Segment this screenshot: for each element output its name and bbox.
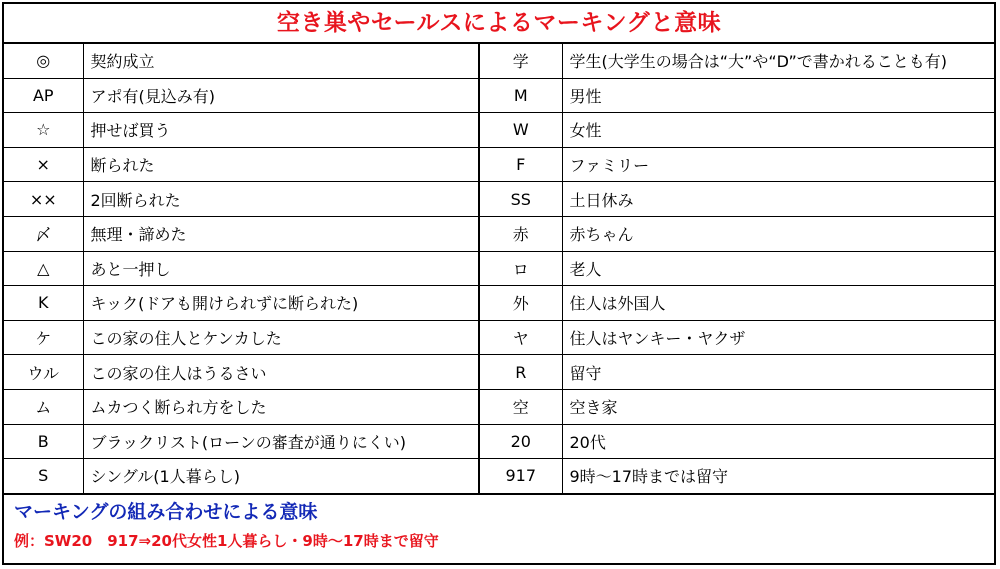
right-mark: ロ [479,251,562,286]
left-mark: AP [4,78,83,113]
left-mark: ◎ [4,44,83,78]
left-meaning: シングル(1人暮らし) [83,459,479,493]
table-row [4,251,994,286]
right-meaning: 住人はヤンキー・ヤクザ [562,320,994,355]
combination-section [4,493,994,559]
right-meaning: ファミリー [562,147,994,182]
right-mark: 学 [479,44,562,78]
table-row [4,389,994,424]
left-meaning: 無理・諦めた [83,216,479,251]
left-mark: 〆 [4,216,83,251]
table-row [4,355,994,390]
table-row [4,216,994,251]
right-meaning: 空き家 [562,389,994,424]
right-meaning: 土日休み [562,182,994,217]
left-meaning: あと一押し [83,251,479,286]
chart-title: 空き巣やセールスによるマーキングと意味 [4,4,994,44]
right-meaning: 女性 [562,113,994,148]
table-row [4,113,994,148]
marking-chart [2,2,996,565]
marking-table [4,44,994,493]
right-meaning: 男性 [562,78,994,113]
right-mark: F [479,147,562,182]
left-meaning: アポ有(見込み有) [83,78,479,113]
right-mark: R [479,355,562,390]
left-mark: B [4,424,83,459]
left-meaning: この家の住人はうるさい [83,355,479,390]
left-mark: K [4,286,83,321]
right-mark: W [479,113,562,148]
left-mark: ウル [4,355,83,390]
right-mark: 赤 [479,216,562,251]
right-mark: 空 [479,389,562,424]
left-mark: ☆ [4,113,83,148]
left-mark: ム [4,389,83,424]
left-mark: ケ [4,320,83,355]
table-row [4,424,994,459]
left-meaning: 断られた [83,147,479,182]
left-mark: × [4,147,83,182]
right-meaning: 住人は外国人 [562,286,994,321]
right-meaning: 学生(大学生の場合は“大”や“D”で書かれることも有) [562,44,994,78]
left-mark: △ [4,251,83,286]
combination-title: マーキングの組み合わせによる意味 [14,500,318,523]
left-meaning: 押せば買う [83,113,479,148]
table-row [4,147,994,182]
table-row [4,320,994,355]
left-meaning: 契約成立 [83,44,479,78]
right-mark: M [479,78,562,113]
right-meaning: 老人 [562,251,994,286]
right-meaning: 20代 [562,424,994,459]
right-meaning: 赤ちゃん [562,216,994,251]
left-meaning: ブラックリスト(ローンの審査が通りにくい) [83,424,479,459]
right-mark: 917 [479,459,562,493]
right-meaning: 9時～17時までは留守 [562,459,994,493]
table-row [4,78,994,113]
right-meaning: 留守 [562,355,994,390]
left-meaning: この家の住人とケンカした [83,320,479,355]
table-row [4,286,994,321]
left-meaning: ムカつく断られ方をした [83,389,479,424]
left-mark: ×× [4,182,83,217]
combination-example: 例：SW20 917⇒20代女性1人暮らし・9時～17時まで留守 [14,531,439,550]
right-mark: 外 [479,286,562,321]
left-meaning: キック(ドアも開けられずに断られた) [83,286,479,321]
right-mark: 20 [479,424,562,459]
left-mark: S [4,459,83,493]
left-meaning: 2回断られた [83,182,479,217]
table-row [4,44,994,78]
right-mark: SS [479,182,562,217]
right-mark: ヤ [479,320,562,355]
table-row [4,459,994,493]
table-row [4,182,994,217]
